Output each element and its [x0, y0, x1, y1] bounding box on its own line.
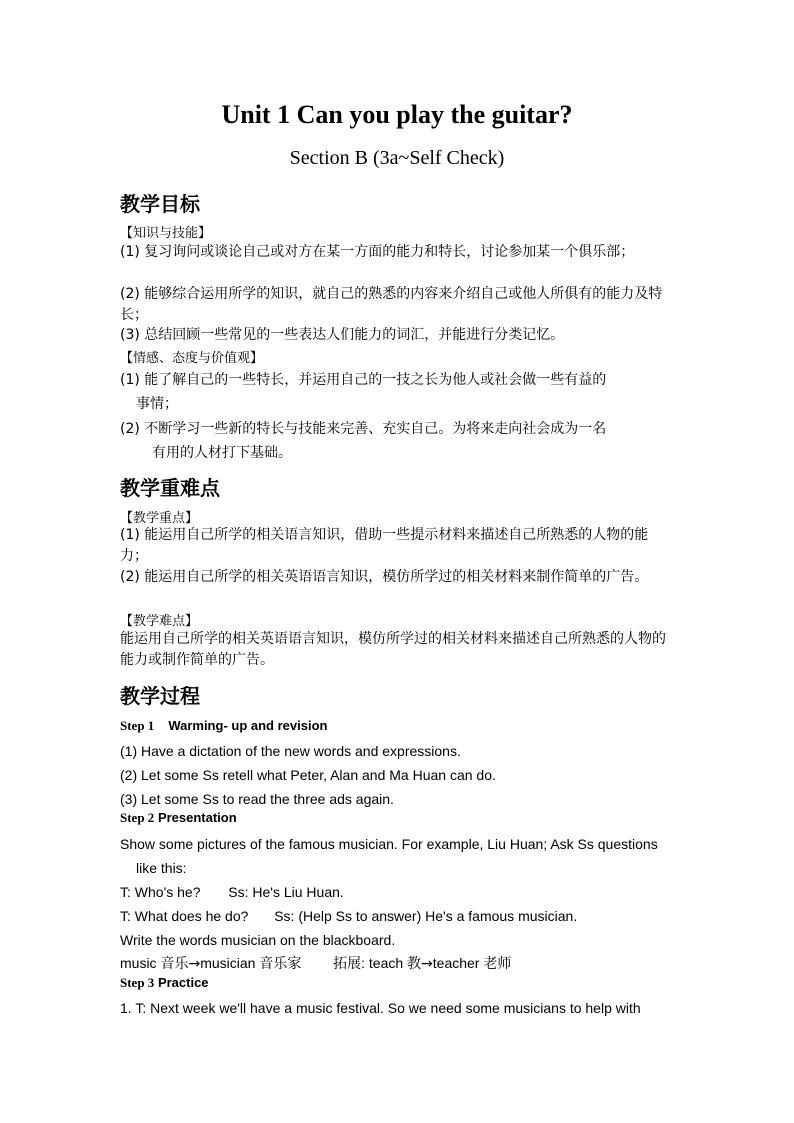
- step2-heading: [120, 810, 237, 826]
- step1-number: Step 1: [120, 718, 155, 733]
- key-label: 【教学重点】: [120, 511, 199, 526]
- vocab-extension: 拓展: teach 教: [333, 955, 422, 971]
- step2-title: Presentation: [157, 810, 237, 825]
- step3-number: Step 3: [120, 975, 155, 990]
- blackboard-note: Write the words musician on the blackboard.: [120, 932, 396, 948]
- arrow-right-icon: →: [421, 956, 433, 972]
- difficult-text: 能运用自己所学的相关英语语言知识，模仿所学过的相关材料来描述自己所熟悉的人物的能力或制作简单的广告。: [120, 631, 666, 668]
- dialog-2-students: Ss: (Help Ss to answer) He's a famous musician.: [274, 908, 578, 924]
- dialog-1-students: Ss: He's Liu Huan.: [228, 884, 344, 900]
- arrow-right-icon: →: [188, 956, 201, 972]
- dialog-line-2: [120, 904, 680, 928]
- step3-heading: [120, 975, 209, 991]
- dialog-1-teacher: T: Who's he?: [120, 884, 201, 900]
- knowledge-label: 【知识与技能】: [120, 226, 212, 241]
- objectives-heading: 教学目标: [120, 192, 200, 216]
- vocab-teacher: teacher 老师: [432, 955, 512, 971]
- knowledge-item-2: (2) 能够综合运用所学的知识，就自己的熟悉的内容来介绍自己或他人所俱有的能力及特长；: [120, 286, 663, 323]
- emotion-item-1: (1) 能了解自己的一些特长，并运用自己的一技之长为他人或社会做一些有益的: [120, 372, 607, 388]
- step1-title: Warming- up and revision: [168, 718, 328, 733]
- vocab-musician: musician 音乐家: [200, 955, 302, 971]
- emotion-item-2-cont: 有用的人材打下基础。: [152, 445, 292, 461]
- vocab-music: music 音乐: [120, 955, 189, 971]
- step2-paragraph: Show some pictures of the famous musician. For example, Liu Huan; Ask Ss questions: [120, 836, 658, 852]
- step2-paragraph-cont: like this:: [136, 860, 187, 876]
- key-item-1: (1) 能运用自己所学的相关语言知识，借助一些提示材料来描述自己所熟悉的人物的能力；: [120, 527, 649, 564]
- step1-item-3: (3) Let some Ss to read the three ads again.: [120, 791, 394, 807]
- process-heading: 教学过程: [120, 684, 200, 708]
- step3-title: Practice: [157, 975, 209, 990]
- page-subtitle: Section B (3a~Self Check): [289, 147, 505, 169]
- page-title: Unit 1 Can you play the guitar?: [221, 100, 573, 129]
- step3-paragraph: 1. T: Next week we'll have a music festival. So we need some musicians to help with: [120, 1000, 641, 1016]
- key-item-2: (2) 能运用自己所学的相关英语语言知识，模仿所学过的相关材料来制作简单的广告。: [120, 569, 649, 585]
- difficult-label: 【教学难点】: [120, 614, 199, 629]
- step1-item-2: (2) Let some Ss retell what Peter, Alan and Ma Huan can do.: [120, 767, 496, 783]
- emotion-item-2: (2) 不断学习一些新的特长与技能来完善、充实自己。为将来走向社会成为一名: [120, 421, 607, 437]
- dialog-line-1: [120, 880, 680, 904]
- knowledge-item-1: (1) 复习询问或谈论自己或对方在某一方面的能力和特长，讨论参加某一个俱乐部；: [120, 244, 635, 260]
- emotion-label: 【情感、态度与价值观】: [120, 351, 264, 366]
- emotion-item-1-cont: 事情；: [136, 396, 178, 412]
- vocab-line: [120, 951, 680, 976]
- step2-number: Step 2: [120, 810, 155, 825]
- dialog-2-teacher: T: What does he do?: [120, 908, 249, 924]
- step1-heading: [120, 718, 327, 734]
- knowledge-item-3: (3) 总结回顾一些常见的一些表达人们能力的词汇，并能进行分类记忆。: [120, 327, 565, 343]
- step1-item-1: (1) Have a dictation of the new words and expressions.: [120, 743, 461, 759]
- keypoints-heading: 教学重难点: [120, 476, 220, 500]
